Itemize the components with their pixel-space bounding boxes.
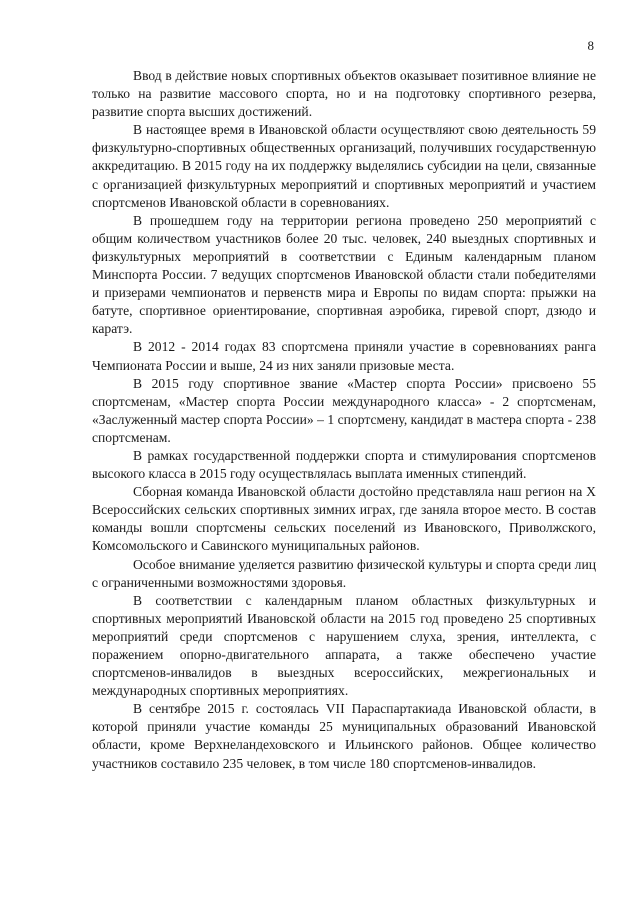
paragraph: В сентябре 2015 г. состоялась VII Параспартакиада Ивановской области, в которой приняли участие команды 25 муниципальных образований Ивановской области, кроме Верхнеландеховского и Ильинского районов. Общее количество участников составило 235 человек, в том числе 180 спортсменов-инвалидов. <box>92 701 596 771</box>
paragraph: В прошедшем году на территории региона проведено 250 мероприятий с общим количеством участников более 20 тыс. человек, 240 выездных спортивных и физкультурных мероприятий в соответствии с Единым календарным планом Минспорта России. 7 ведущих спортсменов Ивановской области стали победителями и призерами чемпионатов и первенств мира и Европы по видам спорта: прыжки на батуте, спортивное ориентирование, спортивная аэробика, гиревой спорт, дзюдо и каратэ. <box>92 212 596 337</box>
paragraph: В 2015 году спортивное звание «Мастер спорта России» присвоено 55 спортсменам, «Мастер спорта России международного класса» - 2 спортсменам, «Заслуженный мастер спорта России» – 1 спортсмену, кандидат в мастера спорта - 238 спортсменам. <box>92 375 596 445</box>
document-body <box>92 67 596 773</box>
paragraph: Ввод в действие новых спортивных объектов оказывает позитивное влияние не только на развитие массового спорта, но и на подготовку спортивного резерва, развитие спорта высших достижений. <box>92 68 596 120</box>
paragraph: В 2012 - 2014 годах 83 спортсмена приняли участие в соревнованиях ранга Чемпионата России и выше, 24 из них заняли призовые места. <box>92 339 596 373</box>
paragraph: В соответствии с календарным планом областных физкультурных и спортивных мероприятий Ивановской области на 2015 год проведено 25 спортивных мероприятий среди спортсменов с нарушением слуха, зрения, интеллекта, с поражением опорно-двигательного аппарата, а также обеспечено участие спортсменов-инвалидов в выездных всероссийских, межрегиональных и международных спортивных мероприятиях. <box>92 592 596 699</box>
paragraph: В настоящее время в Ивановской области осуществляют свою деятельность 59 физкультурно-спортивных общественных организаций, получивших государственную аккредитацию. В 2015 году на их поддержку выделялись субсидии на цели, связанные с организацией физкультурных мероприятий и спортивных мероприятий и участием спортсменов Ивановской области в соревнованиях. <box>92 122 596 210</box>
paragraph: В рамках государственной поддержки спорта и стимулирования спортсменов высокого класса в 2015 году осуществлялась выплата именных стипендий. <box>92 447 596 482</box>
page-number: 8 <box>587 38 594 53</box>
paragraph: Особое внимание уделяется развитию физической культуры и спорта среди лиц с ограниченными возможностями здоровья. <box>92 556 596 590</box>
paragraph: Сборная команда Ивановской области достойно представляла наш регион на X Всероссийских сельских спортивных зимних играх, где заняла второе место. В состав команды вошли спортсмены сельских поселений из Ивановского, Приволжского, Комсомольского и Савинского муниципальных районов. <box>92 484 596 554</box>
